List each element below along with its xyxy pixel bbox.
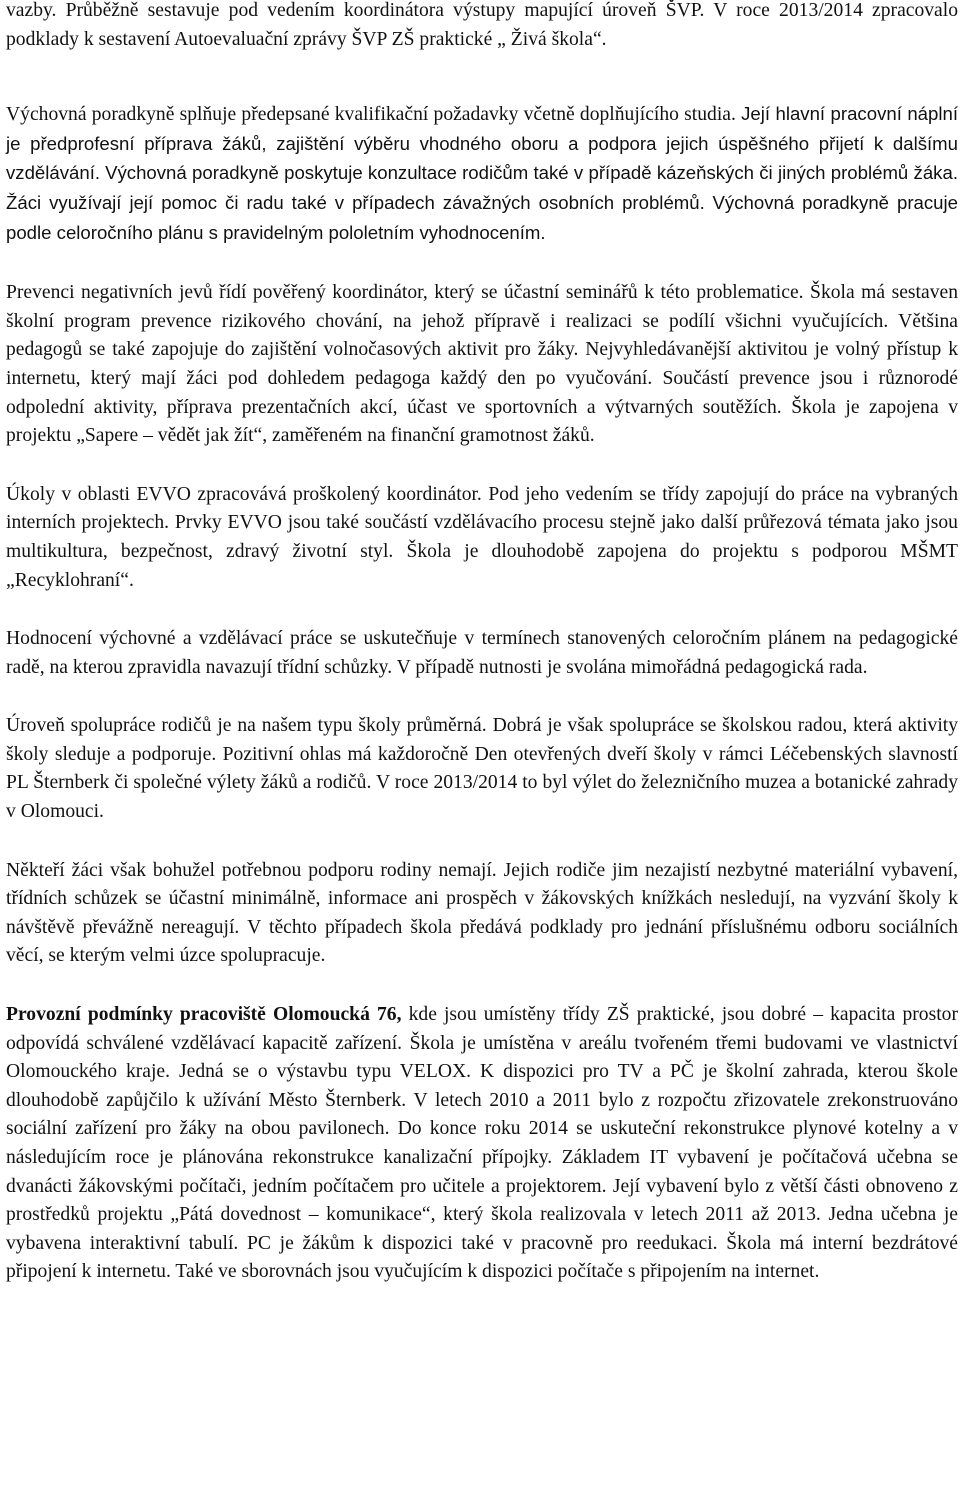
podminky-sentence: Základem IT vybavení je počítačová učebna se dvanácti žákovskými počítači, jedním počítačem pro učitele a projektorem. [6,1147,959,1197]
poradce-sentence: Výchovná poradkyně poskytuje konzultace rodičům také v případě kázeňských či jiných problémů žáka. [105,162,958,184]
rodice-sentence: Úroveň spolupráce rodičů je na našem typu školy průměrná. [6,715,487,737]
paragraph-podpora-rodiny [6,857,958,971]
hodnoceni-sentence: Hodnocení výchovné a vzdělávací práce se uskutečňuje v termínech stanovených celoročním plánem na pedagogické radě, na kterou zpravidla navazují třídní schůzky. [6,628,958,678]
podminky-sentence: V letech 2010 a 2011 bylo z rozpočtu zřizovatele zrekonstruováno sociální zařízení pro žáky na obou pavilonech. [6,1089,958,1140]
podminky-sentence: PC je žákům k dispozici také v pracovně pro reedukaci. [247,1232,718,1254]
paragraph-provozni-podminky [6,1001,958,1287]
prevence-sentence: Součástí prevence jsou i různorodé odpolední aktivity, příprava prezentačních akcí, účast ve sportovních a výtvarných soutěžích. [6,367,958,418]
podminky-sentence: Škola má interní bezdrátové připojení k internetu. [6,1232,958,1283]
podminky-heading: Provozní podmínky pracoviště Olomoucká 76, [6,1004,402,1026]
evvo-sentence: Škola je dlouhodobě zapojena do projektu s podporou MŠMT „Recyklohraní“. [6,540,958,591]
zaci-sentence: Jejich rodiče jim nezajistí nezbytné materiální vybavení, třídních schůzek se účastní minimálně, informace ani prospěch v žákovských knížkách nesledují, na vyzvání školy k návštěvě převážně nereagují. [6,859,958,938]
podminky-sentence: Její vybavení bylo z větší části obnoveno z prostředků projektu „Pátá dovednost – komunikace“, který škola realizovala v letech 2011 až 2013. [6,1175,959,1226]
poradce-sentence: Žáci využívají její pomoc či radu také v případech závažných osobních problémů. [6,191,705,213]
paragraph-spoluprace-rodicu [6,712,958,826]
podminky-sentence: Jedna učebna je vybavena interaktivní tabulí. [6,1204,958,1254]
rodice-sentence: Pozitivní ohlas má každoročně Den otevřených dveří školy v rámci Léčebenských slavností PL Šternberk či společné výlety žáků a rodičů. [6,743,958,794]
evvo-sentence: Pod jeho vedením se třídy zapojují do práce na vybraných interních projektech. [6,483,958,534]
prevence-sentence: Prevenci negativních jevů řídí pověřený koordinátor, který se účastní seminářů k této problematice. [6,282,804,304]
podminky-sentence: K dispozici pro TV a PČ je školní zahrada, kterou škole dlouhodobě zapůjčilo k užívání Město Šternberk. [6,1061,958,1111]
document-page [6,0,958,1287]
paragraph-evvo [6,481,958,595]
paragraph-prevence [6,279,958,451]
evvo-sentence: Prvky EVVO jsou také součástí vzdělávacího procesu stejně jako další průřezová témata jako jsou multikultura, bezpečnost, zdravý životní styl. [6,512,958,562]
paragraph-intro [6,0,958,54]
rodice-sentence: Dobrá je však spolupráce se školskou radou, která aktivity školy sleduje a podporuje. [6,715,958,765]
paragraph-hodnoceni [6,625,958,682]
zaci-sentence: V těchto případech škola předává podklady pro jednání příslušnému odboru sociálních věcí, se kterým velmi úzce spolupracuje. [6,916,959,967]
prevence-sentence: Škola je zapojena v projektu „Sapere – vědět jak žít“, zaměřeném na finanční gramotnost žáků. [6,396,958,447]
poradce-sentence: Výchovná poradkyně splňuje předepsané kvalifikační požadavky včetně doplňujícího studia. [6,104,736,126]
rodice-sentence: V roce 2013/2014 to byl výlet do železničního muzea a botanické zahrady v Olomouci. [6,772,959,823]
podminky-sentence: Do konce roku 2014 se uskuteční rekonstrukce plynové kotelny a v následujícím roce je plánována rekonstrukce kanalizační přípojky. [6,1118,958,1168]
poradce-sentence: Její hlavní pracovní náplní je předprofesní příprava žáků, zajištění výběru vhodného oboru a podpora jejich úspěšného přijetí k dalšímu vzdělávání. [6,103,959,184]
intro-text: vazby. Průběžně sestavuje pod vedením koordinátora výstupy mapující úroveň ŠVP. V roce 2013/2014 zpracovalo podklady k sestavení Autoevaluační zprávy ŠVP ZŠ praktické „ Živá škola“. [6,0,958,50]
podminky-sentence: Také ve sborovnách jsou vyučujícím k dispozici počítače s připojením na internet. [175,1261,820,1283]
prevence-sentence: Nejvyhledávanější aktivitou je volný přístup k internetu, který mají žáci pod dohledem pedagoga každý den po vyučování. [6,339,959,389]
prevence-sentence: Většina pedagogů se také zapojuje do zajištění volnočasových aktivit pro žáky. [6,310,958,361]
zaci-sentence: Někteří žáci však bohužel potřebnou podporu rodiny nemají. [6,859,497,881]
podminky-sentence: Jedná se o výstavbu typu VELOX. [179,1061,472,1083]
podminky-sentence: Škola je umístěna v areálu tvořeném třemi budovami ve vlastnictví Olomouckého kraje. [6,1032,958,1083]
evvo-sentence: Úkoly v oblasti EVVO zpracovává proškolený koordinátor. [6,483,482,505]
podminky-sentence: kde jsou umístěny třídy ZŠ praktické, jsou dobré – kapacita prostor odpovídá schválené vzdělávací kapacitě zařízení. [6,1004,958,1054]
prevence-sentence: Škola má sestaven školní program prevence rizikového chování, na jehož přípravě i realizaci se podílí všichni vyučujících. [6,282,958,332]
poradce-sentence: Výchovná poradkyně pracuje podle celoročního plánu s pravidelným pololetním vyhodnocením. [6,191,958,243]
paragraph-vychovna-poradkyne [6,100,958,248]
hodnoceni-sentence: V případě nutnosti je svolána mimořádná pedagogická rada. [396,656,868,678]
